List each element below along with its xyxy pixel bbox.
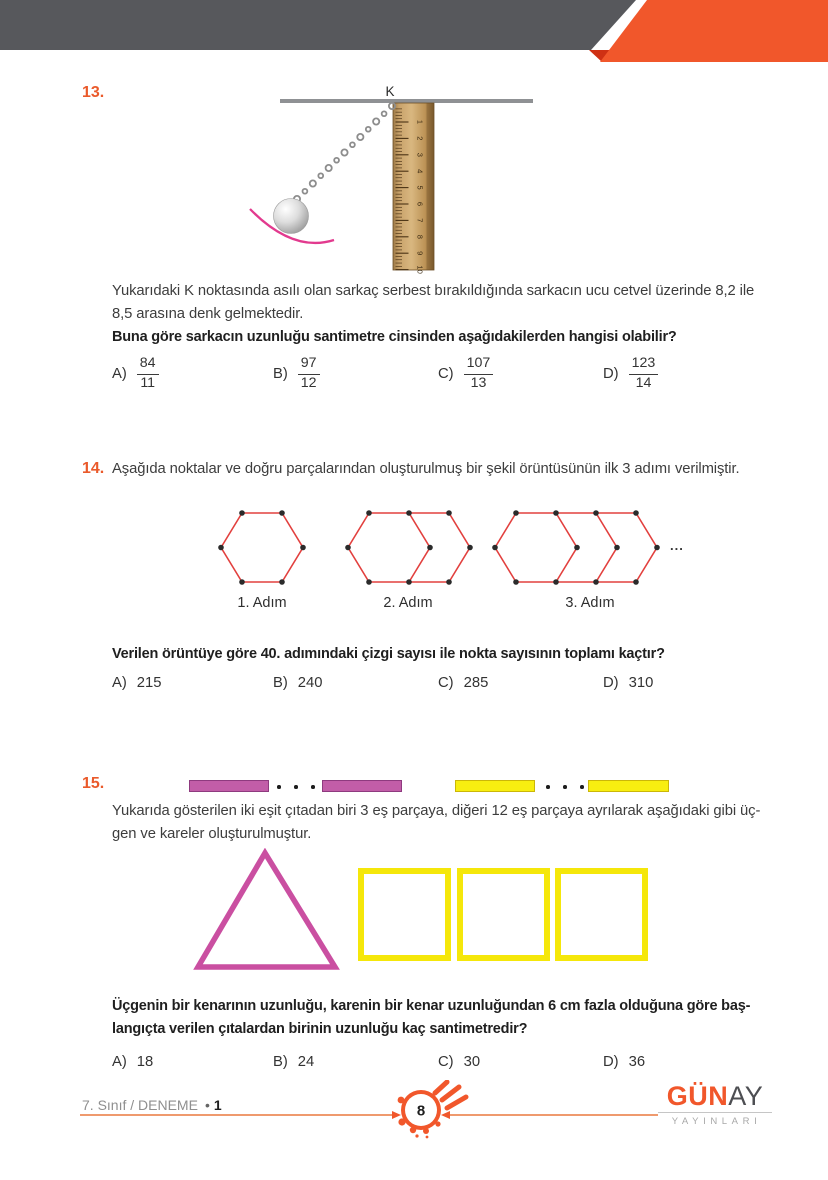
ruler-number: 6 [415,201,425,207]
ruler-number: 2 [415,136,425,141]
step-2-label: 2. Adım [383,595,433,611]
triangle-squares-figure [190,848,660,975]
yellow-stick-piece [455,780,535,792]
ruler-number: 3 [415,152,425,157]
q13-option-d: D) $\frac{123}{14}$ [603,354,658,394]
logo-underline [658,1112,772,1113]
publisher-logo [658,1083,772,1127]
fraction: $\frac{123}{14}$ [629,356,659,392]
q15-stem-line1: Üçgenin bir kenarının uzunluğu, karenin bir kenar uzunluğundan 6 cm fazla olduğuna göre baş- [112,998,751,1014]
pendulum-chain [294,103,395,202]
point-k-label: K [385,84,395,99]
ellipsis-dot [563,785,567,789]
fraction: $\frac{107}{13}$ [464,356,494,392]
logo-wordmark: GÜNAY [666,1081,764,1111]
q14-option-a: A) 215 [112,675,162,691]
q13-option-c: C) $\frac{107}{13}$ [438,354,493,394]
question-14-number: 14. [82,460,105,477]
q15-option-a: A) 18 [112,1054,154,1070]
q15-options [0,1051,828,1073]
q15-option-d: D) 36 [603,1054,646,1070]
ellipsis-dot [311,785,315,789]
q14-option-b: B) 240 [273,675,323,691]
footer-exam-number: 1 [213,1097,222,1113]
header-banner [0,0,828,62]
yellow-square [558,871,645,958]
fraction: $\frac{84}{11}$ [137,356,159,392]
q14-option-c: C) 285 [438,675,489,691]
ruler-number: 8 [415,234,425,239]
q14-option-d: D) 310 [603,675,654,691]
pattern-step-3 [492,510,660,585]
q13-stem: Buna göre sarkacın uzunluğu santimetre cinsinden aşağıdakilerden hangisi olabilir? [112,329,677,345]
q13-intro-line1: Yukarıdaki K noktasında asılı olan sarkaç serbest bırakıldığında sarkacın ucu cetvel üzerinde 8,2 ile [112,283,755,299]
ruler-number: 5 [415,185,425,190]
page-number-badge [380,1080,470,1150]
pattern-ellipsis: ... [670,538,684,553]
pink-stick-piece [189,780,269,792]
yellow-square [460,871,547,958]
footer-exam-label: 7. Sınıf / DENEME • 1 [82,1097,222,1113]
pendulum-ball [274,199,309,234]
footer-rule-right [445,1114,658,1116]
hexagon-pattern-figure [180,498,700,620]
ruler-number: 10 [415,265,425,274]
q15-stem-line2: langıçta verilen çıtalardan birinin uzunluğu kaç santimetredir? [112,1021,528,1037]
q13-intro-line2: 8,5 arasına denk gelmektedir. [112,306,304,322]
pink-triangle [198,853,335,967]
step-1-label: 1. Adım [237,595,287,611]
q14-options [0,672,828,694]
ellipsis-dot [277,785,281,789]
q15-intro-line2: gen ve kareler oluşturulmuştur. [112,826,312,842]
q15-option-b: B) 24 [273,1054,315,1070]
ruler-number: 1 [415,119,425,125]
pattern-step-1 [218,510,306,585]
ruler-number: 7 [415,218,425,223]
rule-arrow-left [392,1111,401,1119]
step-3-label: 3. Adım [565,595,615,611]
footer-separator: • [204,1097,210,1113]
fraction: $\frac{97}{12}$ [298,356,320,392]
q14-stem: Verilen örüntüye göre 40. adımındaki çizgi sayısı ile nokta sayısının toplamı kaçtır? [112,646,665,662]
q15-option-c: C) 30 [438,1054,481,1070]
q15-intro-line1: Yukarıda gösterilen iki eşit çıtadan biri 3 eş parçaya, diğeri 12 eş parçaya ayrılarak aşağıdaki gibi üç- [112,803,761,819]
ellipsis-dot [580,785,584,789]
logo-subtitle: YAYINLARI [671,1116,762,1127]
ruler-number: 9 [415,251,425,256]
ellipsis-dot [294,785,298,789]
yellow-square [361,871,448,958]
ruler-number: 4 [415,169,425,174]
yellow-stick-piece [588,780,669,792]
q13-options [0,354,828,394]
question-13-number: 13. [82,84,105,101]
q13-option-b: B) $\frac{97}{12}$ [273,354,320,394]
ruler [393,103,434,274]
pattern-step-2 [345,510,473,585]
ellipsis-dot [546,785,550,789]
q14-intro: Aşağıda noktalar ve doğru parçalarından oluşturulmuş bir şekil örüntüsünün ilk 3 adımı verilmiştir. [112,461,740,477]
page-number: 8 [416,1102,426,1120]
footer-rule-left [80,1114,398,1116]
pink-stick-piece [322,780,402,792]
q13-option-a: A) $\frac{84}{11}$ [112,354,159,394]
question-15-number: 15. [82,775,105,792]
pendulum-ruler-figure [240,83,550,278]
rule-arrow-right [441,1111,450,1119]
